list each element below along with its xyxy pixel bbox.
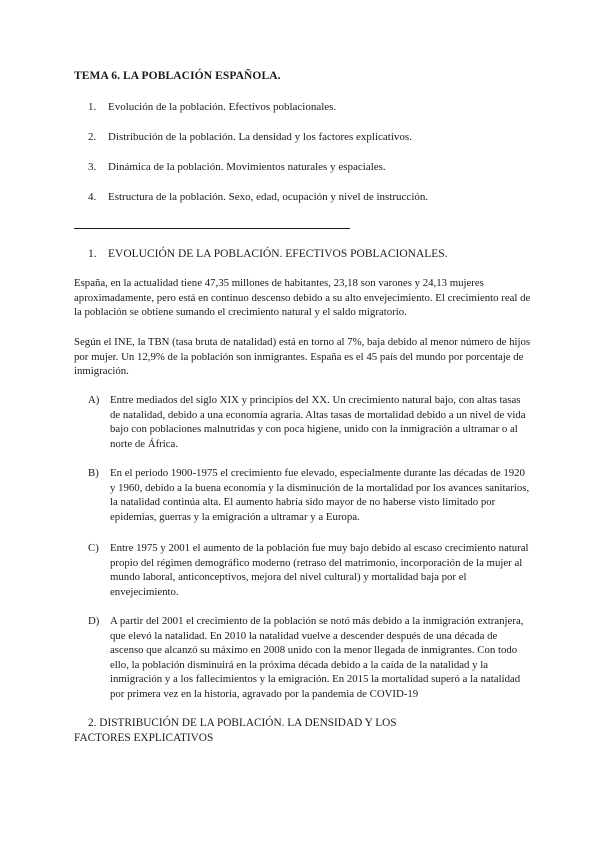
list-item-d (88, 614, 532, 702)
toc-item-4 (88, 191, 428, 203)
section-1-heading (88, 248, 448, 260)
list-text: En el periodo 1900-1975 el crecimiento fue elevado, especialmente durante las décadas de 1920 y 1960, debido a la buena economía y la disminución de la mortalidad por los avances sanitarios, la natalidad continúa alta. El aumento habría sido mayor de no haberse visto limitado por epidemias, guerras y la emigración a ultramar y a Europa. (110, 467, 530, 523)
toc-number: 1. (88, 101, 97, 113)
toc-text: Evolución de la población. Efectivos poblacionales. (108, 101, 337, 113)
toc-text: Estructura de la población. Sexo, edad, ocupación y nivel de instrucción. (108, 191, 429, 203)
toc-item-2 (88, 131, 412, 143)
list-text: A partir del 2001 el crecimiento de la población se notó más debido a la inmigración extranjera, que elevó la natalidad. En 2010 la natalidad vuelve a descender después de una década de ascenso que alcanzó su máximo en 2008 unido con la menor llegada de inmigrantes. Con todo ello, la población disminuirá en la próxima década debido a la caída de la natalidad y la inmigración y a los fallecimientos y la emigración. En 2015 la mortalidad superó a la natalidad por primera vez en la historia, agravado por la pandemia de COVID-19 (110, 615, 524, 700)
paragraph-1: España, en la actualidad tiene 47,35 millones de habitantes, 23,18 son varones y 24,13 mujeres aproximadamente, pero está en continuo descenso debido a su alto envejecimiento. El crecimiento real de la población se obtiene sumando el crecimiento natural y el saldo migratorio. (74, 277, 531, 319)
list-label: A) (88, 394, 100, 406)
toc-item-3 (88, 161, 386, 173)
list-item-c (88, 541, 532, 599)
toc-item-1 (88, 101, 336, 113)
list-item-a (88, 393, 532, 451)
list-item-b (88, 466, 532, 524)
divider-line (74, 228, 350, 229)
toc-text: Dinámica de la población. Movimientos naturales y espaciales. (108, 161, 386, 173)
section-title: EVOLUCIÓN DE LA POBLACIÓN. EFECTIVOS POBLACIONALES. (108, 248, 448, 260)
list-label: B) (88, 467, 99, 479)
document-title: TEMA 6. LA POBLACIÓN ESPAÑOLA. (74, 70, 281, 82)
list-text: Entre 1975 y 2001 el aumento de la población fue muy bajo debido al escaso crecimiento natural propio del régimen demográfico moderno (retraso del matrimonio, incorporación de la mujer al mundo laboral, anticonceptivos, mejora del nivel cultural) y mortalidad baja por el envejecimiento. (110, 542, 529, 598)
list-label: C) (88, 542, 99, 554)
list-label: D) (88, 615, 100, 627)
section-2-heading: 2. DISTRIBUCIÓN DE LA POBLACIÓN. LA DENSIDAD Y LOS FACTORES EXPLICATIVOS (74, 717, 397, 744)
list-text: Entre mediados del siglo XIX y principios del XX. Un crecimiento natural bajo, con altas tasas de natalidad, debido a una economía agraria. Altas tasas de mortalidad debido a un nivel de vida bajo con poblaciones malnutridas y con poca higiene, unido con la inmigración a ultramar o al norte de África. (110, 394, 526, 450)
toc-number: 3. (88, 161, 97, 173)
toc-text: Distribución de la población. La densidad y los factores explicativos. (108, 131, 412, 143)
section-number: 1. (88, 248, 97, 260)
paragraph-2: Según el INE, la TBN (tasa bruta de natalidad) está en torno al 7%, baja debido al menor número de hijos por mujer. Un 12,9% de la población son inmigrantes. España es el 45 país del mundo por porcentaje de inmigración. (74, 336, 531, 378)
toc-number: 2. (88, 131, 97, 143)
toc-number: 4. (88, 191, 97, 203)
